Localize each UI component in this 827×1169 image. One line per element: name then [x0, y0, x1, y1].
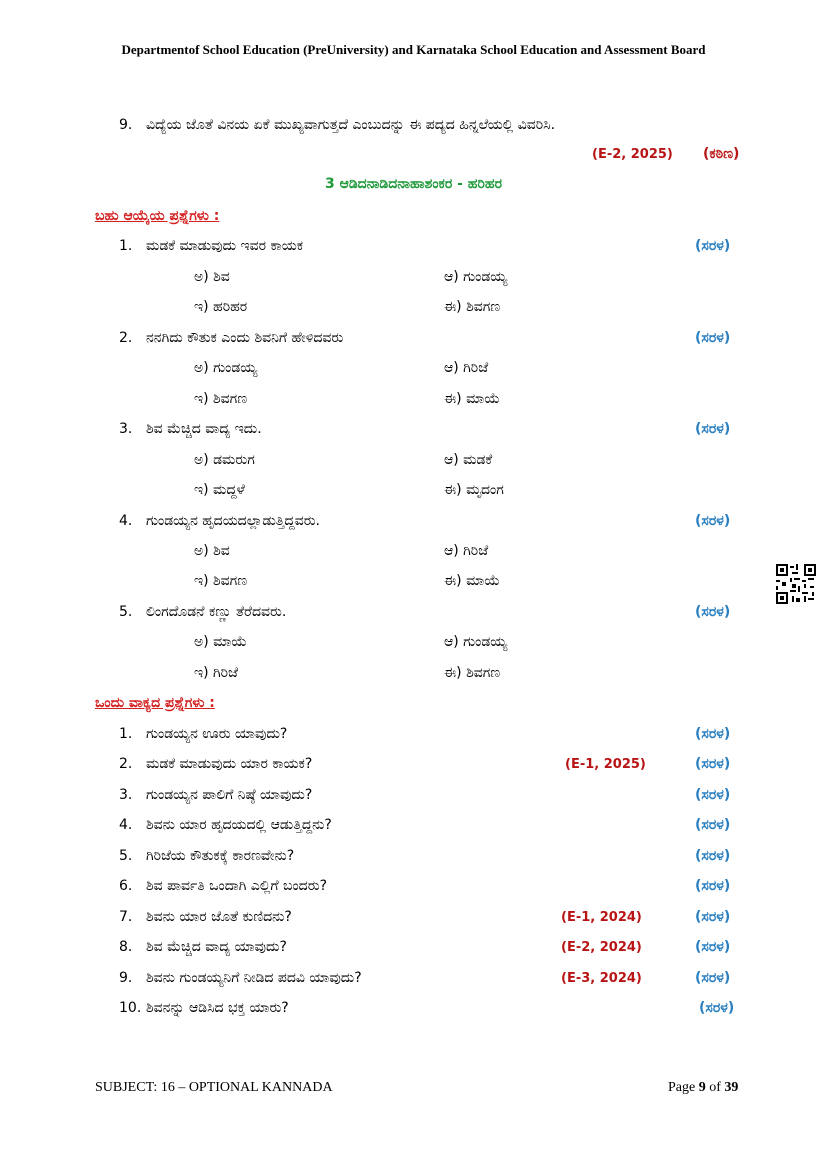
option-c: ಇ) ಮದ್ದಳೆ: [194, 482, 245, 498]
question-number: 5.: [119, 848, 133, 864]
question-number: 4.: [119, 817, 133, 833]
footer-page-number: [668, 1080, 738, 1096]
question-text: ಶಿವ ಮೆಚ್ಚಿದ ವಾದ್ಯ ಇದು.: [146, 421, 262, 437]
question-number: 8.: [119, 939, 133, 955]
difficulty-label: (ಸರಳ): [695, 238, 731, 254]
option-b: ಆ) ಮಡಕೆ: [444, 452, 493, 468]
question-text: ಗುಂಡಯ್ಯನ ಪಾಲಿಗೆ ನಿಷ್ಠೆ ಯಾವುದು?: [146, 787, 313, 803]
question-text: ಶಿವ ಮೆಚ್ಚಿದ ವಾದ್ಯ ಯಾವುದು?: [146, 939, 287, 955]
option-a: ಅ) ಶಿವ: [194, 269, 230, 285]
option-c: ಇ) ಶಿವಗಣ: [194, 573, 248, 589]
question-text: ನನಗಿದು ಕೌತುಕ ಎಂದು ಶಿವನಿಗೆ ಹೇಳಿದವರು: [146, 330, 344, 346]
question-text: ಶಿವನು ಯಾರ ಹೃದಯದಲ್ಲಿ ಆಡುತ್ತಿದ್ದನು?: [146, 817, 332, 833]
question-text: ಮಡಕೆ ಮಾಡುವುದು ಯಾರ ಕಾಯಕ?: [146, 756, 313, 772]
option-d: ಈ) ಮೃದಂಗ: [444, 482, 504, 498]
question-number: 3.: [119, 421, 133, 437]
question-number: 1.: [119, 726, 133, 742]
question-number: 3.: [119, 787, 133, 803]
exam-reference: (E-3, 2024): [561, 971, 642, 986]
exam-reference: (E-2, 2024): [561, 940, 642, 955]
question-number: 7.: [119, 909, 133, 925]
difficulty-label: (ಸರಳ): [695, 909, 731, 925]
question-number: 5.: [119, 604, 133, 620]
footer-subject: SUBJECT: 16 – OPTIONAL KANNADA: [95, 1080, 333, 1095]
difficulty-label: (ಸರಳ): [695, 817, 731, 833]
mcq-heading: ಬಹು ಆಯ್ಕೆಯ ಪ್ರಶ್ನೆಗಳು :: [95, 208, 220, 224]
question-text: ಗುಂಡಯ್ಯನ ಹೃದಯದಲ್ಲಾಡುತ್ತಿದ್ದವರು.: [146, 513, 321, 529]
question-number: 2.: [119, 756, 133, 772]
exam-reference: (E-1, 2025): [565, 757, 646, 772]
question-text: ಮಡಕೆ ಮಾಡುವುದು ಇವರ ಕಾಯಕ: [146, 238, 304, 254]
option-d: ಈ) ಶಿವಗಣ: [444, 665, 501, 681]
question-number: 6.: [119, 878, 133, 894]
exam-reference: (E-2, 2025): [592, 147, 673, 162]
option-d: ಈ) ಶಿವಗಣ: [444, 299, 501, 315]
difficulty-label: (ಸರಳ): [699, 1000, 735, 1016]
difficulty-label: (ಸರಳ): [695, 848, 731, 864]
difficulty-label: (ಸರಳ): [695, 421, 731, 437]
difficulty-label: (ಸರಳ): [695, 604, 731, 620]
page-current: 9: [698, 1080, 706, 1095]
option-d: ಈ) ಮಾಯೆ: [444, 573, 500, 589]
page-header: Departmentof School Education (PreUniversity) and Karnataka School Education and Assessment Board: [121, 42, 706, 57]
option-b: ಆ) ಗಿರಿಜೆ: [444, 543, 489, 559]
option-a: ಅ) ಡಮರುಗ: [194, 452, 255, 468]
section-title: 3 ಆಡಿದನಾಡಿದನಾಹಾಶಂಕರ - ಹರಿಹರ: [324, 176, 503, 192]
question-number: 9.: [119, 117, 133, 133]
question-text: ಗಿರಿಜೆಯ ಕೌತುಕಕ್ಕೆ ಕಾರಣವೇನು?: [146, 848, 295, 864]
question-text: ಶಿವ ಪಾರ್ವತಿ ಒಂದಾಗಿ ಎಲ್ಲಿಗೆ ಬಂದರು?: [146, 878, 328, 894]
difficulty-label: (ಸರಳ): [695, 330, 731, 346]
page-prefix: Page: [668, 1080, 696, 1095]
question-number: 10.: [119, 1000, 142, 1016]
exam-reference: (E-1, 2024): [561, 910, 642, 925]
difficulty-label: (ಕಠಿಣ): [703, 146, 740, 162]
option-b: ಆ) ಗುಂಡಯ್ಯ: [444, 634, 508, 650]
option-a: ಅ) ಮಾಯೆ: [194, 634, 247, 650]
question-text: ಲಿಂಗದೊಡನೆ ಕಣ್ಣು ತೆರೆದವರು.: [146, 604, 287, 620]
page-total: 39: [724, 1080, 739, 1095]
option-c: ಇ) ಗಿರಿಜೆ: [194, 665, 239, 681]
question-number: 9.: [119, 970, 133, 986]
difficulty-label: (ಸರಳ): [695, 756, 731, 772]
question-text: ಶಿವನು ಗುಂಡಯ್ಯನಿಗೆ ನೀಡಿದ ಪದವಿ ಯಾವುದು?: [146, 970, 362, 986]
question-text: ವಿದ್ಯೆಯ ಜೊತೆ ವಿನಯ ಏಕೆ ಮುಖ್ಯವಾಗುತ್ತದೆ ಎಂಬುದನ್ನು ಈ ಪದ್ಯದ ಹಿನ್ನಲೆಯಲ್ಲಿ ವಿವರಿಸಿ.: [146, 117, 556, 133]
question-text: ಗುಂಡಯ್ಯನ ಊರು ಯಾವುದು?: [146, 726, 288, 742]
option-d: ಈ) ಮಾಯೆ: [444, 391, 500, 407]
option-b: ಆ) ಗುಂಡಯ್ಯ: [444, 269, 508, 285]
option-a: ಅ) ಗುಂಡಯ್ಯ: [194, 360, 258, 376]
one-sentence-heading: ಒಂದು ವಾಕ್ಯದ ಪ್ರಶ್ನೆಗಳು :: [95, 695, 215, 711]
option-a: ಅ) ಶಿವ: [194, 543, 230, 559]
difficulty-label: (ಸರಳ): [695, 878, 731, 894]
option-c: ಇ) ಶಿವಗಣ: [194, 391, 248, 407]
difficulty-label: (ಸರಳ): [695, 970, 731, 986]
question-number: 1.: [119, 238, 133, 254]
option-b: ಆ) ಗಿರಿಜೆ: [444, 360, 489, 376]
difficulty-label: (ಸರಳ): [695, 513, 731, 529]
question-number: 4.: [119, 513, 133, 529]
page-of: of: [709, 1080, 721, 1095]
option-c: ಇ) ಹರಿಹರ: [194, 299, 248, 315]
difficulty-label: (ಸರಳ): [695, 726, 731, 742]
difficulty-label: (ಸರಳ): [695, 939, 731, 955]
difficulty-label: (ಸರಳ): [695, 787, 731, 803]
question-text: ಶಿವನು ಯಾರ ಜೊತೆ ಕುಣಿದನು?: [146, 909, 292, 925]
question-text: ಶಿವನನ್ನು ಆಡಿಸಿದ ಭಕ್ತ ಯಾರು?: [146, 1000, 289, 1016]
qr-code-icon: [776, 564, 816, 604]
question-number: 2.: [119, 330, 133, 346]
